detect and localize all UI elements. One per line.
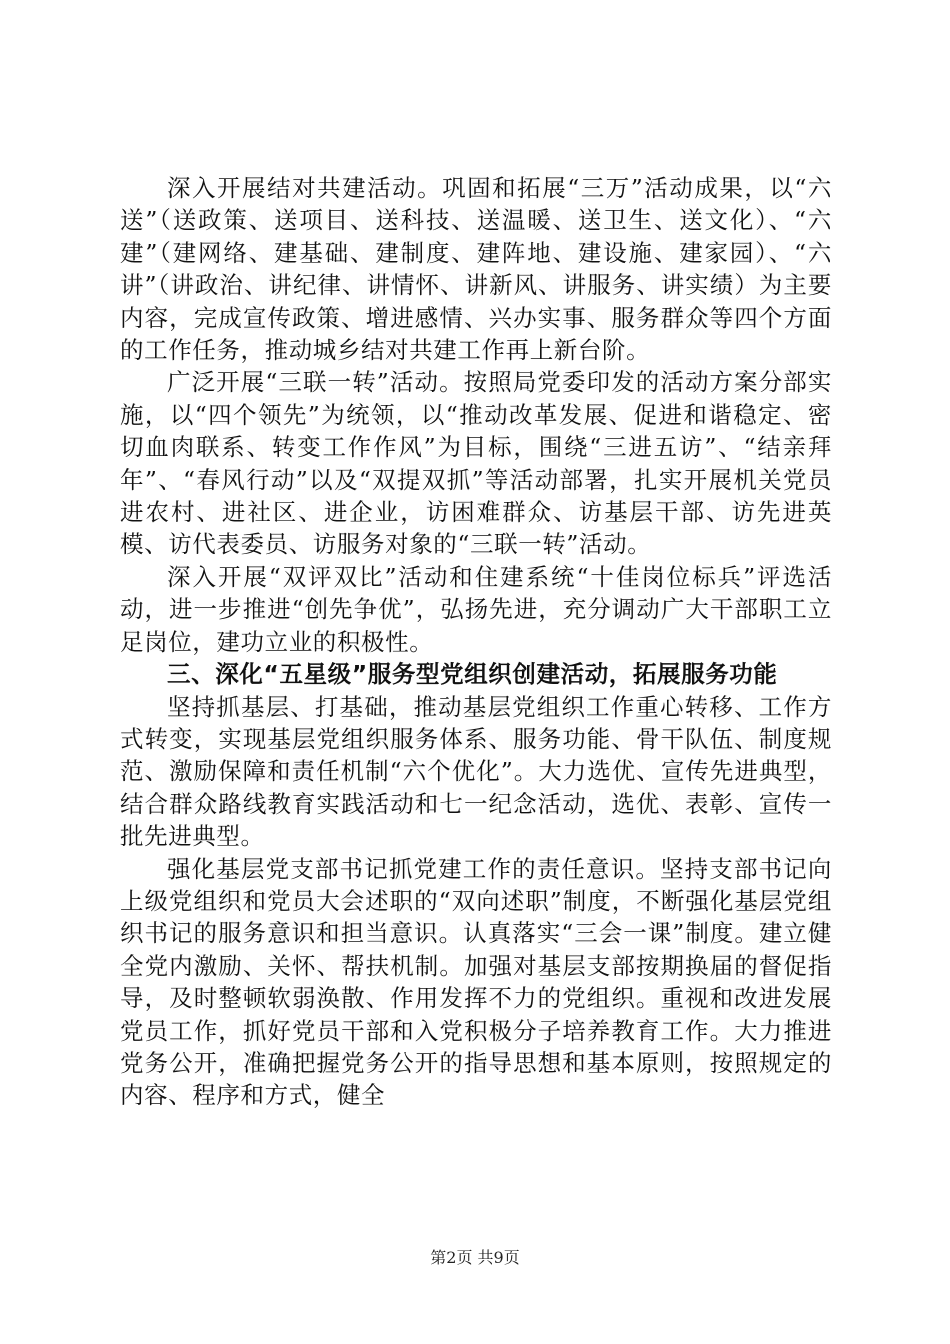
paragraph-double-evaluation: 深入开展“双评双比”活动和住建系统“十佳岗位标兵”评选活动，进一步推进“创先争优”，弘扬先进，充分调动广大干部职工立足岗位，建功立业的积极性。 — [120, 562, 832, 656]
paragraph-grassroots-foundation: 坚持抓基层、打基础，推动基层党组织工作重心转移、工作方式转变，实现基层党组织服务体系、服务功能、骨干队伍、制度规范、激励保障和责任机制“六个优化”。大力选优、宣传先进典型，结合群众路线教育实践活动和七一纪念活动，选优、表彰、宣传一批先进典型。 — [120, 692, 832, 851]
page-number-footer: 第2页 共9页 — [430, 1248, 520, 1267]
paragraph-pairing-activities: 深入开展结对共建活动。巩固和拓展“三万”活动成果，以“六送”（送政策、送项目、送科技、送温暖、送卫生、送文化）、“六建”（建网络、建基础、建制度、建阵地、建设施、建家园）、“六讲”（讲政治、讲纪律、讲情怀、讲新风、讲服务、讲实绩）为主要内容，完成宣传政策、增进感情、兴办实事、服务群众等四个方面的工作任务，推动城乡结对共建工作再上新台阶。 — [120, 174, 832, 365]
paragraph-three-links-one-turn: 广泛开展“三联一转”活动。按照局党委印发的活动方案分部实施，以“四个领先”为统领，以“推动改革发展、促进和谐稳定、密切血肉联系、转变工作作风”为目标，围绕“三进五访”、“结亲拜年”、“春风行动”以及“双提双抓”等活动部署，扎实开展机关党员进农村、进社区、进企业，访困难群众、访基层干部、访先进英模、访代表委员、访服务对象的“三联一转”活动。 — [120, 368, 832, 559]
document-body — [120, 172, 832, 1112]
section-heading-three: 三、深化“五星级”服务型党组织创建活动，拓展服务功能 — [167, 660, 778, 689]
paragraph-branch-secretary-responsibility: 强化基层党支部书记抓党建工作的责任意识。坚持支部书记向上级党组织和党员大会述职的“双向述职”制度，不断强化基层党组织书记的服务意识和担当意识。认真落实“三会一课”制度。建立健全党内激励、关怀、帮扶机制。加强对基层支部按期换届的督促指导，及时整顿软弱涣散、作用发挥不力的党组织。重视和改进发展党员工作，抓好党员干部和入党积极分子培养教育工作。大力推进党务公开，准确把握党务公开的指导思想和基本原则，按照规定的内容、程序和方式，健全 — [120, 854, 832, 1110]
